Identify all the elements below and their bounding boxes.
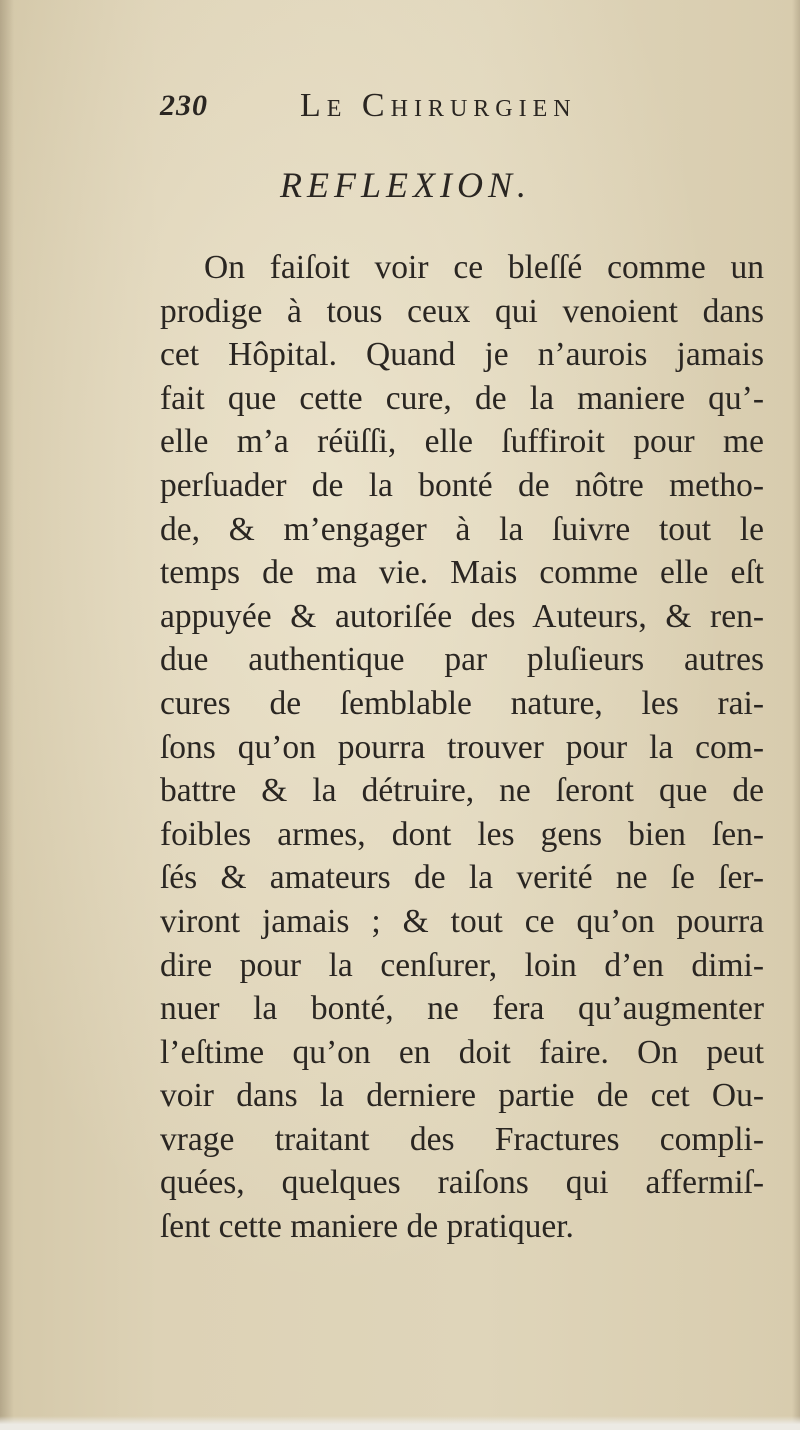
running-title: Le Chirurgien — [300, 87, 577, 124]
page-bottom-edge — [0, 1416, 800, 1430]
text-line: foibles armes, dont les gens bien ſen- — [160, 815, 764, 853]
text-line: cet Hôpital. Quand je n’aurois jamais — [160, 336, 764, 374]
text-line: ſent cette maniere de pratiquer. — [160, 1208, 574, 1246]
text-line: ſés & amateurs de la verité ne ſe ſer- — [160, 859, 764, 897]
text-line: quées, quelques raiſons qui affermiſ- — [160, 1164, 764, 1202]
text-line: due authentique par pluſieurs autres — [160, 641, 764, 679]
text-line: cures de ſemblable nature, les rai- — [160, 684, 764, 722]
text-line: l’eſtime qu’on en doit faire. On peut — [160, 1033, 764, 1071]
page-edge — [792, 0, 800, 1430]
text-line: nuer la bonté, ne fera qu’augmenter — [160, 990, 764, 1028]
text-line: vrage traitant des Fractures compli- — [160, 1120, 764, 1158]
text-line: dire pour la cenſurer, loin d’en dimi- — [160, 946, 764, 984]
text-line: perſuader de la bonté de nôtre metho- — [160, 466, 764, 504]
text-line: viront jamais ; & tout ce qu’on pourra — [160, 902, 764, 940]
text-line: elle m’a réüſſi, elle ſuffiroit pour me — [160, 423, 764, 461]
gutter-shadow — [0, 0, 14, 1430]
text-line: battre & la détruire, ne ſeront que de — [160, 772, 764, 810]
running-head — [160, 84, 660, 128]
page-number: 230 — [160, 89, 208, 122]
text-line: de, & m’engager à la ſuivre tout le — [160, 510, 764, 548]
text-line: prodige à tous ceux qui venoient dans — [160, 292, 764, 330]
text-line: appuyée & autoriſée des Auteurs, & ren- — [160, 597, 764, 635]
section-heading: REFLEXION. — [280, 165, 531, 205]
text-line: temps de ma vie. Mais comme elle eſt — [160, 554, 764, 592]
text-line: voir dans la derniere partie de cet Ou- — [160, 1077, 764, 1115]
text-line: ſons qu’on pourra trouver pour la com- — [160, 728, 764, 766]
text-line: fait que cette cure, de la maniere qu’- — [160, 379, 764, 417]
text-line: On faiſoit voir ce bleſſé comme un — [204, 249, 764, 286]
body-paragraph — [160, 246, 764, 1249]
